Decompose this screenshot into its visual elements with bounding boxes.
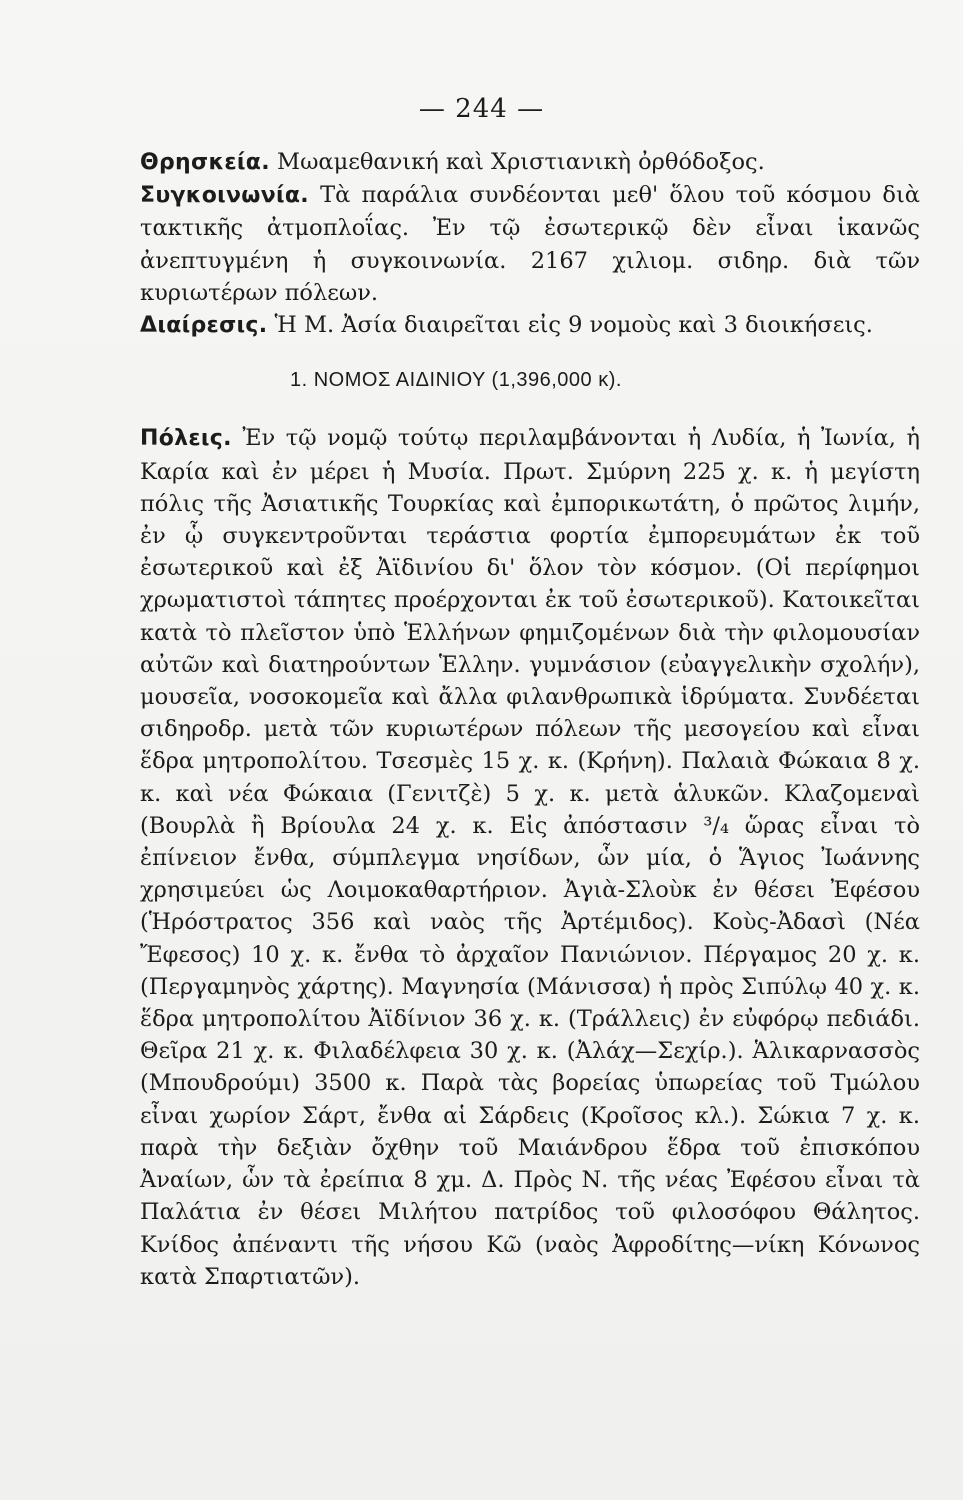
paragraph-communication [140,179,920,309]
paragraph-text: Τὰ παράλια συνδέονται μεθ' ὅλου τοῦ κόσμου διὰ τακτικῆς ἀτμοπλοΐας. Ἐν τῷ ἐσωτερικῷ δὲν εἶναι ἱκανῶς ἀνεπτυγμένη ἡ συγκοινωνία. 2167 χιλιομ. σιδηρ. διὰ τῶν κυριωτέρων πόλεων. [140,182,920,306]
paragraph-division [140,309,920,342]
paragraph-text: Ἐν τῷ νομῷ τούτῳ περιλαμβάνονται ἡ Λυδία, ἡ Ἰωνία, ἡ Καρία καὶ ἐν μέρει ἡ Μυσία. Πρωτ. Σμύρνη 225 χ. κ. ἡ μεγίστη πόλις τῆς Ἀσιατικῆς Τουρκίας καὶ ἐμπορικωτάτη, ὁ πρῶτος λιμήν, ἐν ᾧ συγκεντροῦνται τεράστια φορτία ἐμπορευμάτων ἐκ τοῦ ἐσωτερικοῦ καὶ ἐξ Ἀϊδινίου δι' ὅλον τὸν κόσμον. (Οἱ περίφημοι χρωματιστοὶ τάπητες προέρχονται ἐκ τοῦ ἐσωτερικοῦ). Κατοικεῖται κατὰ τὸ πλεῖστον ὑπὸ Ἑλλήνων φημιζομένων διὰ τὴν φιλομουσίαν αὐτῶν καὶ διατηρούντων Ἑλλην. γυμνάσιον (εὐαγγελικὴν σχολήν), μουσεῖα, νοσοκομεῖα καὶ ἄλλα φιλανθρωπικὰ ἱδρύματα. Συνδέεται σιδηροδρ. μετὰ τῶν κυριωτέρων πόλεων τῆς μεσογείου καὶ εἶναι ἕδρα μητροπολίτου. Τσεσμὲς 15 χ. κ. (Κρήνη). Παλαιὰ Φώκαια 8 χ. κ. καὶ νέα Φώκαια (Γενιτζὲ) 5 χ. κ. μετὰ ἁλυκῶν. Κλαζομεναὶ (Βουρλὰ ἢ Βρίουλα 24 χ. κ. Εἰς ἀπόστασιν ³/₄ ὥρας εἶναι τὸ ἐπίνειον ἔνθα, σύμπλεγμα νησίδων, ὧν μία, ὁ Ἅγιος Ἰωάννης χρησιμεύει ὡς Λοιμοκαθαρτήριον. Ἀγιὰ-Σλοὺκ ἐν θέσει Ἐφέσου (Ἡρόστρατος 356 καὶ ναὸς τῆς Ἀρτέμιδος). Κοὺς-Ἀδασὶ (Νέα Ἔφεσος) 10 χ. κ. ἔνθα τὸ ἀρχαῖον Πανιώνιον. Πέργαμος 20 χ. κ. (Περγαμηνὸς χάρτης). Μαγνησία (Μάνισσα) ἡ πρὸς Σιπύλῳ 40 χ. κ. ἕδρα μητροπολίτου Ἀϊδίνιον 36 χ. κ. (Τράλλεις) ἐν εὐφόρῳ πεδιάδι. Θεῖρα 21 χ. κ. Φιλαδέλφεια 30 χ. κ. (Ἀλάχ—Σεχίρ.). Ἁλικαρνασσὸς (Μπουδρούμι) 3500 κ. Παρὰ τὰς βορείας ὑπωρείας τοῦ Τμώλου εἶναι χωρίον Σάρτ, ἔνθα αἱ Σάρδεις (Κροῖσος κλ.). Σώκια 7 χ. κ. παρὰ τὴν δεξιὰν ὄχθην τοῦ Μαιάνδρου ἕδρα τοῦ ἐπισκόπου Ἀναίων, ὧν τὰ ἐρείπια 8 χμ. Δ. Πρὸς Ν. τῆς νέας Ἐφέσου εἶναι τὰ Παλάτια ἐν θέσει Μιλήτου πατρίδος τοῦ φιλοσόφου Θάλητος. Κνίδος ἀπέναντι τῆς νήσου Κῶ (ναὸς Ἀφροδίτης—νίκη Κόνωνος κατὰ Σπαρτιατῶν). [140,425,920,1290]
section-heading: 1. ΝΟΜΟΣ ΑΙΔΙΝΙΟΥ (1,396,000 κ). [290,369,622,392]
paragraph-text: Ἡ Μ. Ἀσία διαιρεῖται εἰς 9 νομοὺς καὶ 3 διοικήσεις. [267,312,873,339]
paragraph-heading: Θρησκεία. [140,150,270,175]
paragraph-heading: Πόλεις. [140,426,232,452]
body-text [140,146,920,1293]
paragraph-heading: Συγκοινωνία. [140,183,309,209]
paragraph-heading: Διαίρεσις. [140,313,268,339]
paragraph-text: Μωαμεθανική καὶ Χριστιανικὴ ὀρθόδοξος. [269,149,765,175]
paragraph-cities [140,422,920,1292]
page-number: — 244 — [418,94,545,124]
paragraph-religion [140,146,920,179]
